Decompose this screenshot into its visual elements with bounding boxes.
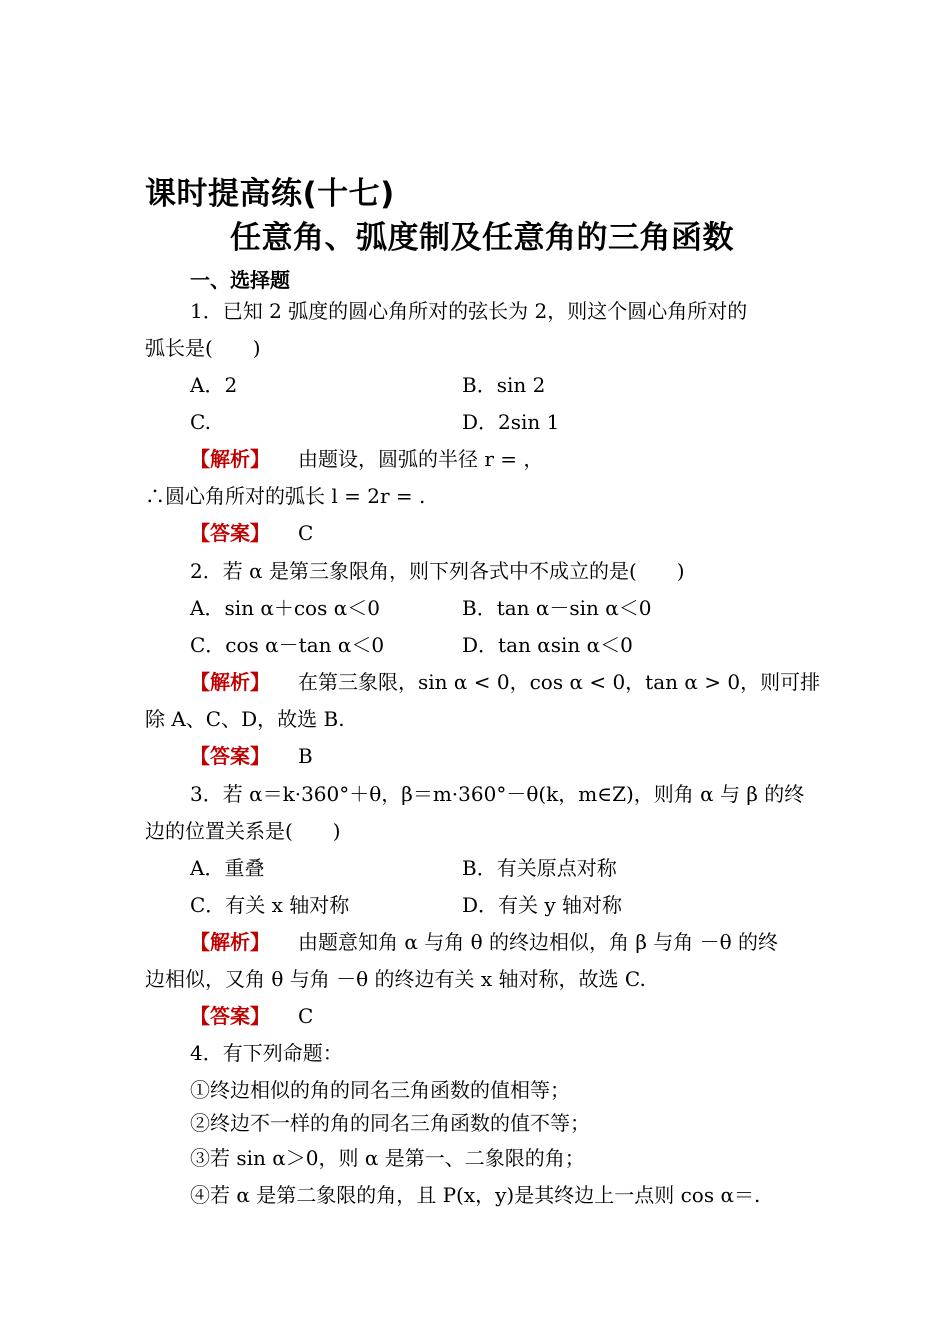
analysis-label: 【解析】 bbox=[190, 670, 270, 694]
q1-option-d: D．2sin 1 bbox=[462, 410, 560, 434]
q1-analysis-line2: ∴圆心角所对的弧长 l = 2r = . bbox=[145, 484, 426, 508]
answer-label: 【答案】 bbox=[190, 744, 270, 768]
analysis-label: 【解析】 bbox=[190, 447, 270, 471]
answer-label: 【答案】 bbox=[190, 521, 270, 545]
q1-analysis bbox=[190, 446, 543, 472]
section-heading: 一、选择题 bbox=[190, 268, 290, 292]
q4-item-3: ③若 sin α＞0，则 α 是第一、二象限的角； bbox=[190, 1146, 585, 1170]
analysis-label: 【解析】 bbox=[190, 930, 270, 954]
q2-option-c: C．cos α－tan α＜0 bbox=[190, 633, 385, 657]
q2-analysis bbox=[190, 669, 820, 695]
q2-option-d: D．tan αsin α＜0 bbox=[462, 633, 633, 657]
q3-stem-line1: 3．若 α＝k·360°＋θ，β＝m·360°－θ(k，m∈Z)，则角 α 与 β 的终 bbox=[190, 782, 805, 806]
q2-analysis-text: 在第三象限，sin α < 0，cos α < 0，tan α > 0，则可排 bbox=[298, 670, 821, 694]
q1-stem-line1: 1．已知 2 弧度的圆心角所对的弦长为 2，则这个圆心角所对的 bbox=[190, 299, 748, 323]
q1-option-c: C. bbox=[190, 410, 211, 434]
q2-option-b: B．tan α－sin α＜0 bbox=[462, 596, 652, 620]
q3-answer-value: C bbox=[298, 1004, 314, 1028]
page-subtitle: 任意角、弧度制及任意角的三角函数 bbox=[230, 220, 734, 256]
q1-analysis-text: 由题设，圆弧的半径 r = ， bbox=[298, 447, 544, 471]
q2-answer bbox=[190, 743, 313, 769]
q2-option-a: A．sin α＋cos α＜0 bbox=[190, 596, 380, 620]
q3-analysis-line2: 边相似，又角 θ 与角 －θ 的终边有关 x 轴对称，故选 C. bbox=[145, 967, 646, 991]
q3-analysis-text: 由题意知角 α 与角 θ 的终边相似，角 β 与角 －θ 的终 bbox=[298, 930, 779, 954]
q1-stem-line2: 弧长是( ) bbox=[145, 336, 261, 360]
q4-item-2: ②终边不一样的角的同名三角函数的值不等； bbox=[190, 1111, 590, 1135]
q3-answer bbox=[190, 1003, 313, 1029]
q1-answer-value: C bbox=[298, 521, 314, 545]
q2-analysis-line2: 除 A、C、D，故选 B. bbox=[145, 707, 345, 731]
q2-answer-value: B bbox=[298, 744, 313, 768]
q4-item-1: ①终边相似的角的同名三角函数的值相等； bbox=[190, 1078, 570, 1102]
q4-stem-line1: 4．有下列命题： bbox=[190, 1041, 343, 1065]
q1-option-b: B．sin 2 bbox=[462, 373, 546, 397]
q3-analysis bbox=[190, 929, 778, 955]
q4-item-4: ④若 α 是第二象限的角，且 P(x，y)是其终边上一点则 cos α＝. bbox=[190, 1183, 761, 1207]
q2-stem-line1: 2．若 α 是第三象限角，则下列各式中不成立的是( ) bbox=[190, 559, 685, 583]
q1-answer bbox=[190, 520, 313, 546]
q3-stem-line2: 边的位置关系是( ) bbox=[145, 819, 341, 843]
q3-option-a: A．重叠 bbox=[190, 856, 265, 880]
page-title: 课时提高练(十七) bbox=[145, 176, 395, 212]
q1-option-a: A．2 bbox=[190, 373, 238, 397]
q3-option-b: B．有关原点对称 bbox=[462, 856, 617, 880]
q3-option-c: C．有关 x 轴对称 bbox=[190, 893, 350, 917]
q3-option-d: D．有关 y 轴对称 bbox=[462, 893, 623, 917]
answer-label: 【答案】 bbox=[190, 1004, 270, 1028]
